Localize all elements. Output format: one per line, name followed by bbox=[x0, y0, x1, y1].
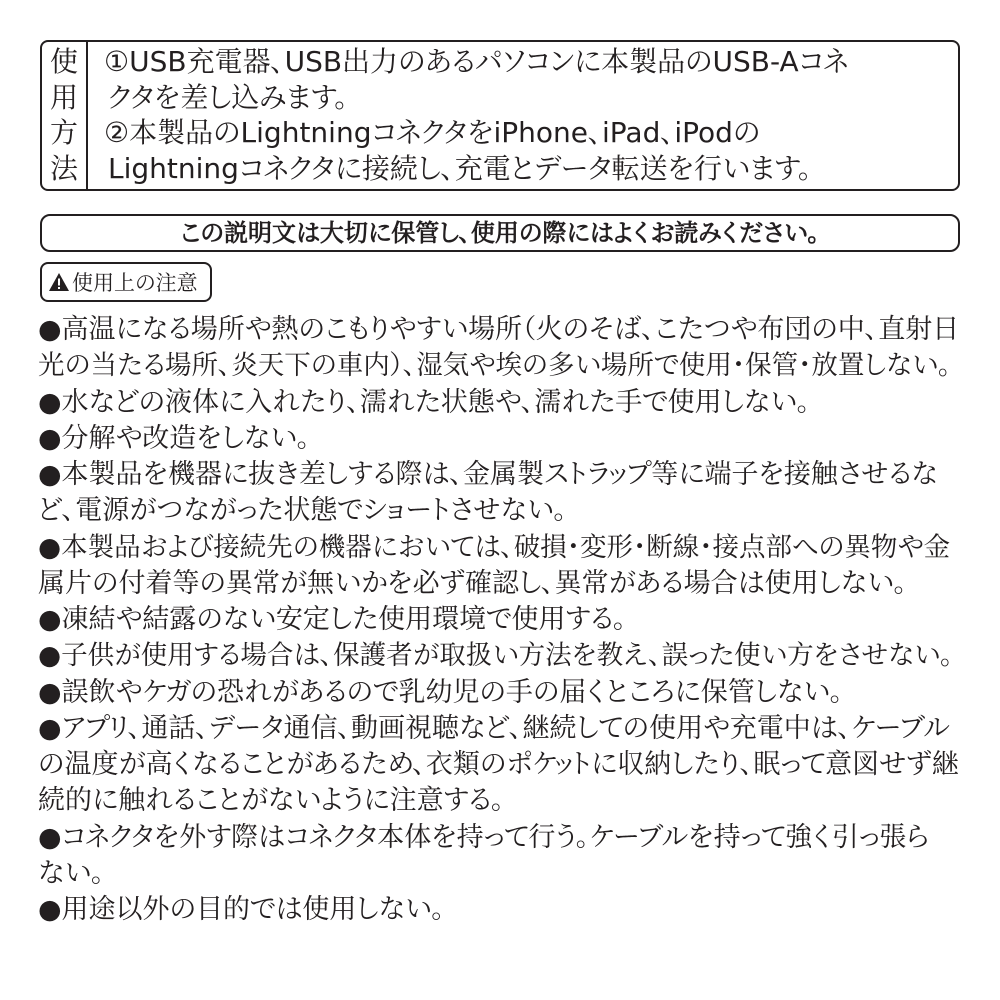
caution-line: 続的に触れることがないように注意する。 bbox=[38, 785, 505, 817]
caution-line: ど、電源がつながった状態でショートさせない。 bbox=[38, 495, 568, 527]
caution-line: ●水などの液体に入れたり、濡れた状態や、濡れた手で使用しない。 bbox=[38, 386, 811, 418]
caution-line: ●アプリ、通話、データ通信、動画視聴など、継続しての使用や充電中は、ケーブル bbox=[38, 712, 950, 744]
warning-triangle-icon bbox=[48, 272, 70, 292]
caution-heading-title: 使用上の注意 bbox=[72, 271, 198, 295]
caution-line: ●本製品および接続先の機器においては、破損・変形・断線・接点部への異物や金 bbox=[38, 531, 951, 563]
caution-line: ●凍結や結露のない安定した使用環境で使用する。 bbox=[38, 604, 627, 635]
usage-step-1-line: クタを差し込みます。 bbox=[108, 80, 349, 114]
caution-line: の温度が高くなることがあるため、衣類のポケットに収納したり、眠って意図せず継 bbox=[38, 749, 959, 780]
caution-heading-tag bbox=[40, 262, 212, 302]
usage-step-2-line: ②本製品のLightningコネクタをiPhone、iPad、iPodの bbox=[104, 116, 761, 149]
usage-text-column bbox=[104, 44, 948, 186]
caution-line: ●誤飲やケガの恐れがあるので乳幼児の手の届くところに保管しない。 bbox=[38, 676, 844, 708]
caution-line: ●子供が使用する場合は、保護者が取扱い方法を教え、誤った使い方をさせない。 bbox=[38, 640, 954, 672]
usage-label-char: 方 bbox=[49, 116, 78, 149]
caution-line: 属片の付着等の異常が無いかを必ず確認し、異常がある場合は使用しない。 bbox=[38, 567, 908, 599]
usage-instructions-box bbox=[40, 40, 960, 191]
keep-instructions-notice: この説明文は大切に保管し、使用の際にはよくお読みください。 bbox=[40, 214, 960, 252]
caution-list bbox=[38, 312, 965, 928]
caution-line: ●コネクタを外す際はコネクタ本体を持って行う。ケーブルを持って強く引っ張ら bbox=[38, 821, 929, 853]
usage-label-column bbox=[42, 42, 88, 189]
usage-step-2-line: Lightningコネクタに接続し、充電とデータ転送を行います。 bbox=[108, 151, 813, 185]
usage-label-char: 用 bbox=[49, 80, 78, 114]
usage-label-char: 使 bbox=[49, 45, 78, 78]
caution-line: ない。 bbox=[38, 857, 105, 889]
usage-step-1-line: ①USB充電器、USB出力のあるパソコンに本製品のUSB-Aコネ bbox=[104, 45, 849, 78]
caution-line: ●高温になる場所や熱のこもりやすい場所（火のそば、こたつや布団の中、直射日 bbox=[38, 314, 960, 345]
caution-line: 光の当たる場所、炎天下の車内）、湿気や埃の多い場所で使用・保管・放置しない。 bbox=[38, 350, 952, 382]
caution-line: ●分解や改造をしない。 bbox=[38, 422, 311, 454]
caution-line: ●本製品を機器に抜き差しする際は、金属製ストラップ等に端子を接触させるな bbox=[38, 459, 938, 490]
caution-line: ●用途以外の目的では使用しない。 bbox=[38, 894, 446, 925]
usage-label-char: 法 bbox=[49, 151, 78, 185]
